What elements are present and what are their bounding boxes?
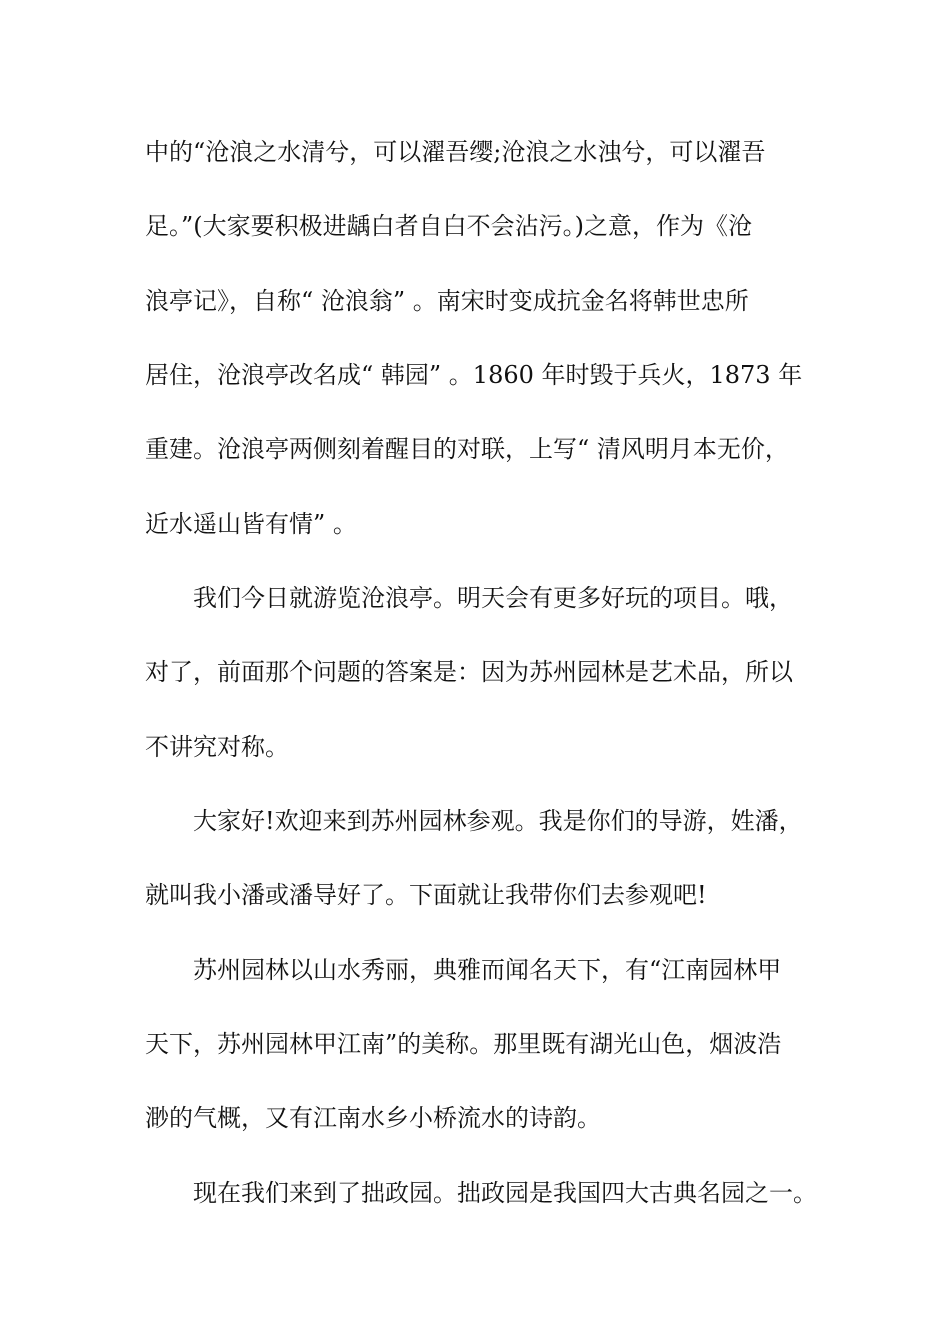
text-line: 重建。沧浪亭两侧刻着醒目的对联，上写“ 清风明月本无价，	[145, 435, 789, 463]
text-line: 近水遥山皆有情” 。	[145, 510, 357, 538]
paragraph-first-line: 大家好!欢迎来到苏州园林参观。我是你们的导游，姓潘，	[193, 807, 803, 835]
text-line: 浪亭记》，自称“ 沧浪翁” 。南宋时变成抗金名将韩世忠所	[145, 287, 749, 315]
text-line: 足。”(大家要积极进龋白者自白不会沾污。)之意，作为《沧	[145, 212, 752, 240]
paragraph-first-line: 苏州园林以山水秀丽，典雅而闻名天下，有“江南园林甲	[193, 956, 782, 984]
paragraph-first-line: 现在我们来到了拙政园。拙政园是我国四大古典名园之一。	[193, 1179, 817, 1207]
text-line: 中的“沧浪之水清兮，可以濯吾缨;沧浪之水浊兮，可以濯吾	[145, 138, 766, 166]
text-line: 不讲究对称。	[145, 733, 289, 761]
text-line: 对了，前面那个问题的答案是：因为苏州园林是艺术品，所以	[145, 658, 793, 686]
text-line: 居住，沧浪亭改名成“ 韩园” 。1860 年时毁于兵火，1873 年	[145, 361, 803, 389]
text-line: 天下，苏州园林甲江南”的美称。那里既有湖光山色，烟波浩	[145, 1030, 782, 1058]
text-line: 渺的气概，又有江南水乡小桥流水的诗韵。	[145, 1104, 601, 1132]
paragraph-first-line: 我们今日就游览沧浪亭。明天会有更多好玩的项目。哦，	[193, 584, 793, 612]
text-line: 就叫我小潘或潘导好了。下面就让我带你们去参观吧!	[145, 881, 707, 909]
